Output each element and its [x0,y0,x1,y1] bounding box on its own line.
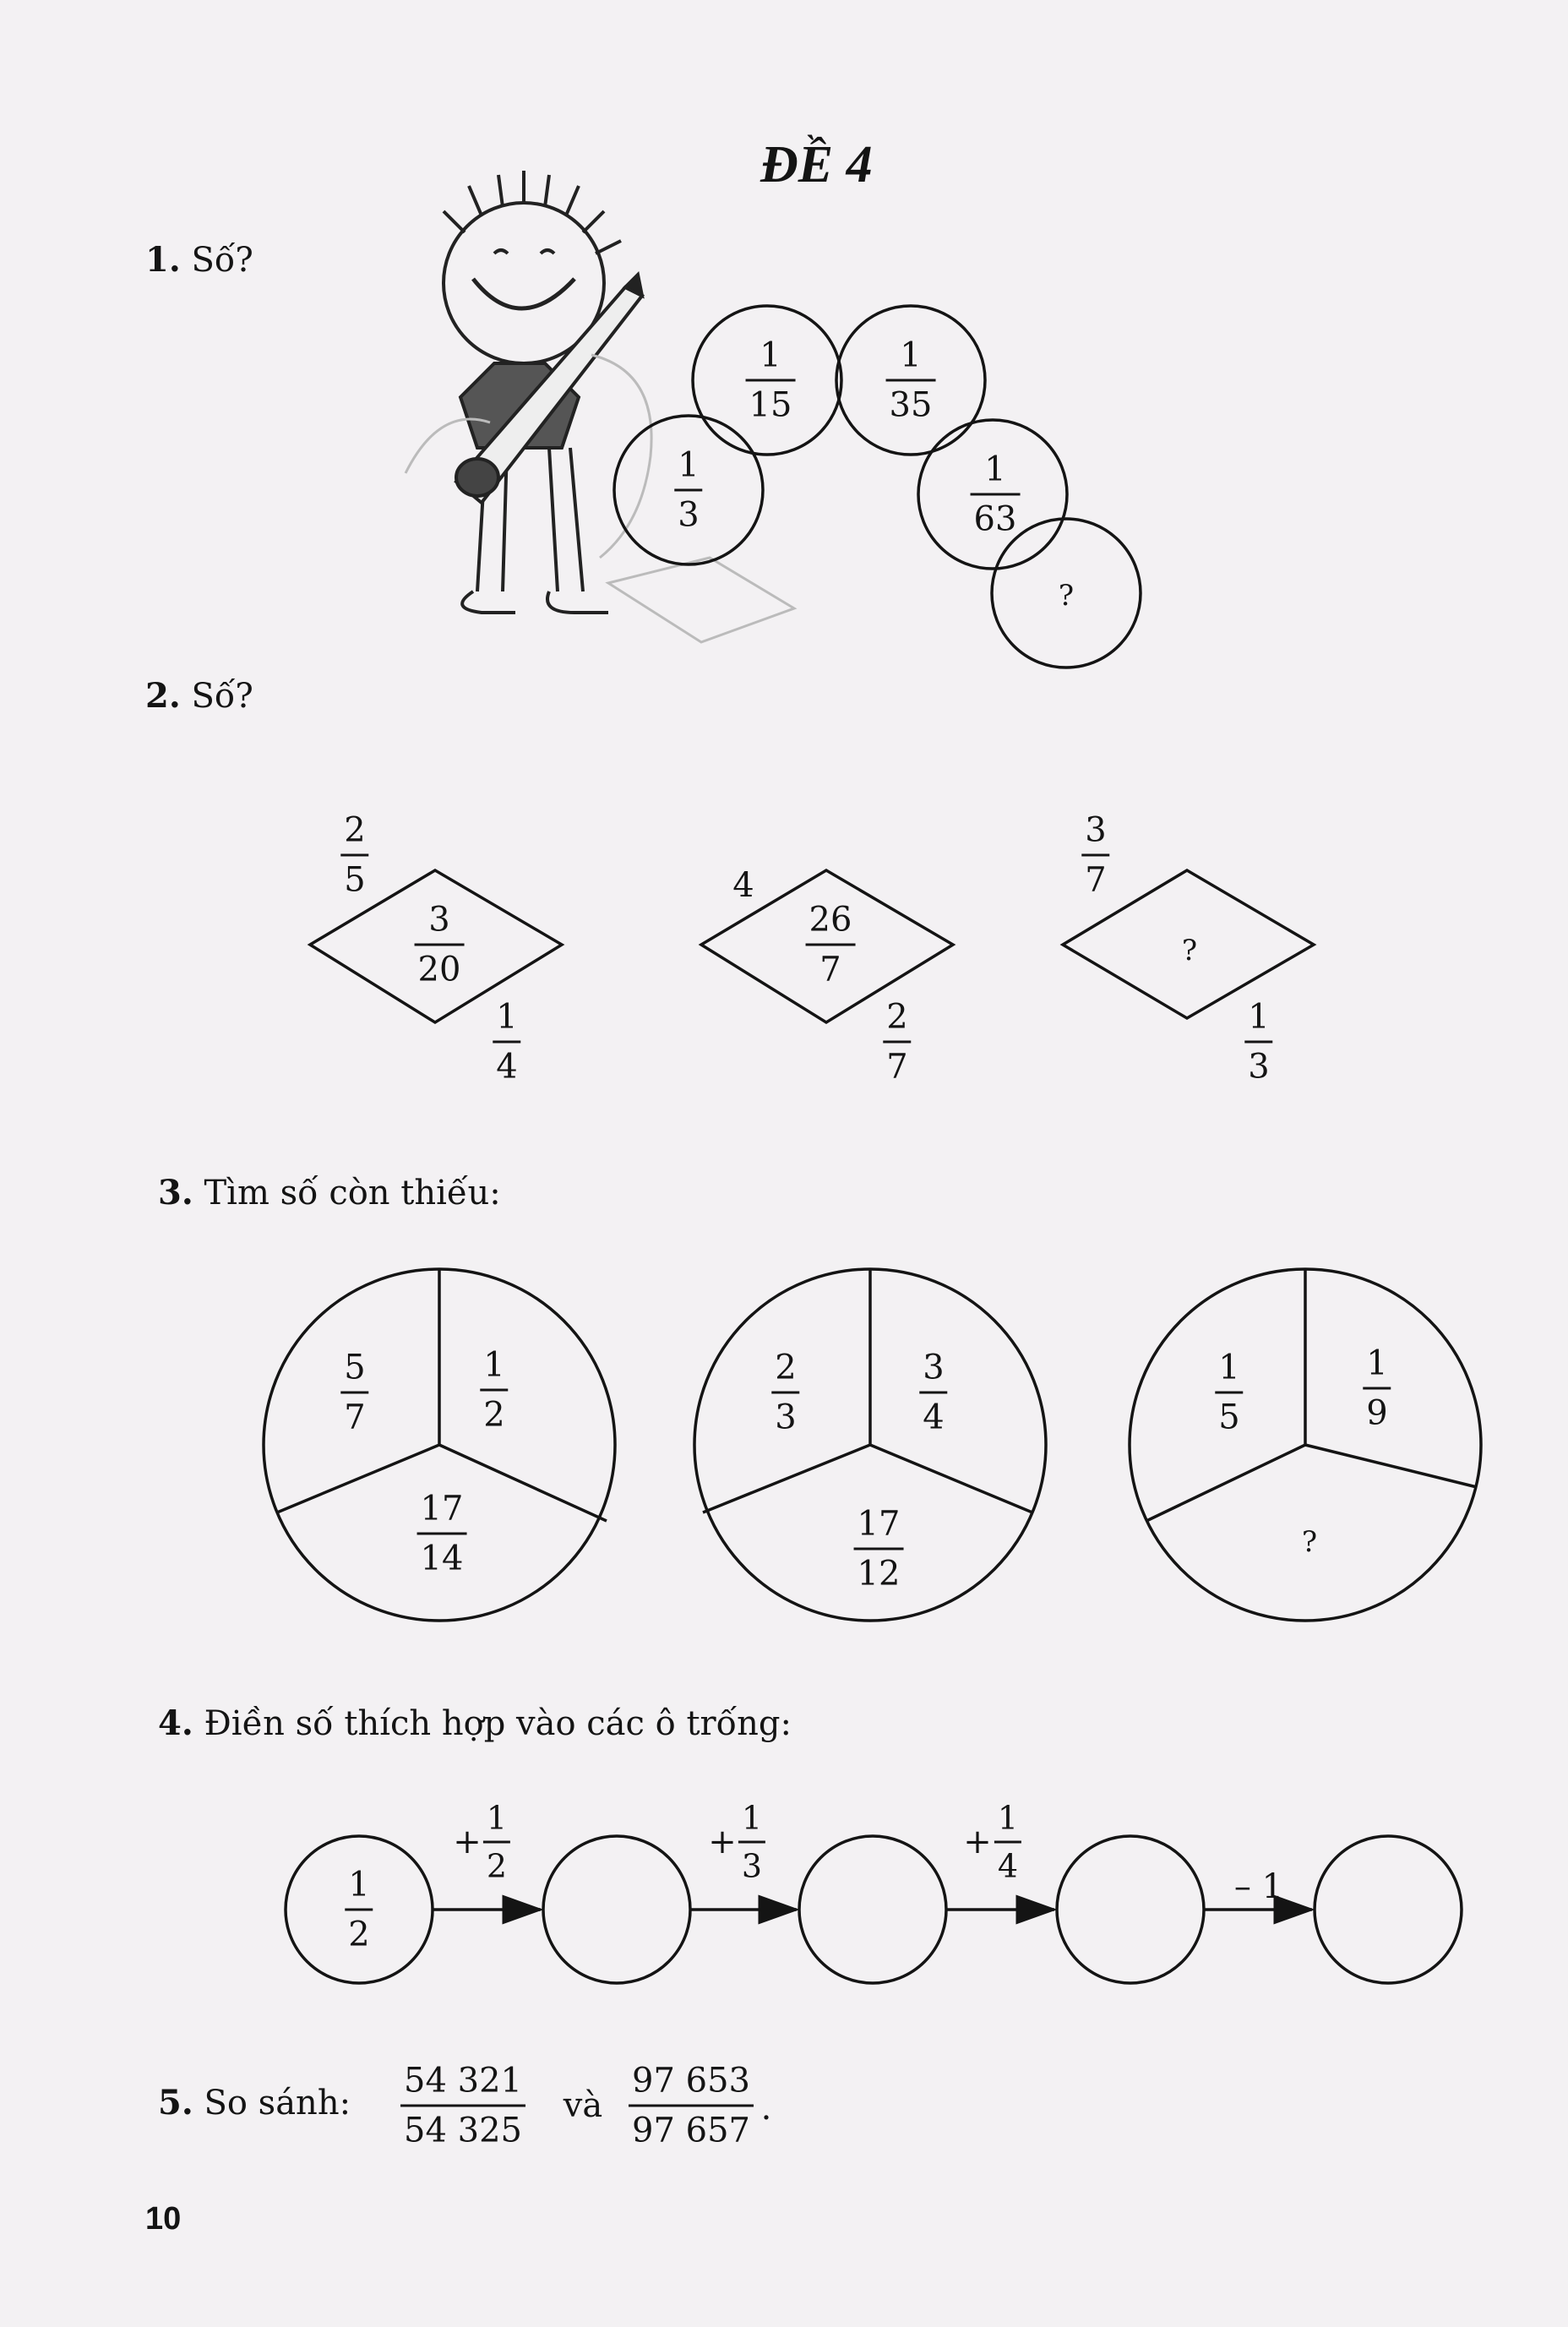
q3-c2-right-den: 4 [923,1398,945,1437]
q5-heading [158,2083,351,2123]
q3-c1-left-num: 5 [344,1348,366,1387]
q4-start-den: 2 [348,1915,370,1954]
q3-c3-left-den: 5 [1218,1398,1240,1437]
q2-fig2-bottom-den: 7 [886,1047,908,1087]
q3-c3-right-num: 1 [1366,1343,1388,1383]
q2-number: 2. [145,676,181,716]
q1-fraction-4-num: 1 [984,450,1006,489]
q3-c3-right-den: 9 [1366,1393,1388,1433]
q1-number: 1. [145,240,181,280]
q3-prompt: Tìm số còn thiếu: [204,1174,501,1213]
q1-fraction-2-num: 1 [760,335,781,375]
q5-b-num: 97 653 [632,2061,750,2101]
q2-fig2-center-den: 7 [819,950,841,989]
q4-circle-blank-1 [543,1836,690,1983]
q3-c3-left-num: 1 [1218,1348,1240,1387]
q5-fraction-b [632,2061,750,2150]
q3-c2-bottom-den: 12 [857,1554,901,1594]
q2-fig1-bottom-den: 4 [496,1047,518,1087]
q2-fig3-unknown: ? [1181,934,1198,967]
q3-c2-left-den: 3 [775,1398,797,1437]
q1-fraction-3-den: 35 [889,385,933,425]
q2-fig3-top-num: 3 [1085,810,1107,850]
q5-period: . [760,2089,772,2128]
q5-connector: và [563,2086,603,2125]
q4-op2-sign: + [708,1823,737,1861]
q3-c1-left-den: 7 [344,1398,366,1437]
q5-a-den: 54 325 [404,2111,522,2150]
q2-fig1-top-den: 5 [344,860,366,900]
page-number: 10 [145,2201,182,2237]
q1-fraction-1-den: 3 [678,495,700,535]
q2-fig1-bottom-num: 1 [496,997,518,1037]
q1-fraction-4-den: 63 [973,499,1017,539]
q5-a-num: 54 321 [404,2061,522,2101]
q4-op1-fraction [486,1799,508,1885]
q4-op3-num: 1 [997,1799,1019,1837]
q2-fig2-center-num: 26 [808,900,852,940]
q2-prompt: Số? [191,677,253,716]
q3-c1-right-den: 2 [483,1395,505,1435]
q4-op2-fraction [741,1799,763,1885]
q3-number: 3. [158,1173,193,1213]
q4-prompt: Điền số thích hợp vào các ô trống: [204,1704,792,1743]
q1-fraction-3-num: 1 [900,335,922,375]
q4-number: 4. [158,1703,193,1743]
q4-op3-fraction [997,1799,1019,1885]
q4-circle-blank-3 [1057,1836,1204,1983]
q4-op1-num: 1 [486,1799,508,1837]
q4-op1-sign: + [453,1823,482,1861]
q1-fraction-2-den: 15 [749,385,792,425]
q4-circle-blank-4 [1315,1836,1462,1983]
q2-fig3-bottom-num: 1 [1248,997,1270,1037]
q5-b-den: 97 657 [632,2111,750,2150]
q3-c2-left-num: 2 [775,1348,797,1387]
q4-start-num: 1 [348,1865,370,1905]
q2-fig1-center-den: 20 [417,950,461,989]
q4-start-fraction [348,1865,370,1954]
q3-c3-unknown: ? [1301,1525,1318,1559]
q2-fig3-top-den: 7 [1085,860,1107,900]
q3-c1-bottom-den: 14 [420,1539,464,1578]
q4-op4-label: – 1 [1233,1867,1284,1906]
page-title: ĐỀ 4 [760,136,873,193]
q1-prompt: Số? [191,241,253,280]
q4-circle-blank-2 [799,1836,946,1983]
q3-c2-bottom-num: 17 [857,1504,901,1544]
q5-prompt: So sánh: [204,2084,351,2123]
q4-op3-sign: + [963,1823,992,1861]
q3-c1-bottom-num: 17 [420,1489,464,1529]
q3-c1-right-num: 1 [483,1345,505,1385]
q2-fig2-top: 4 [732,866,754,905]
q4-op2-num: 1 [741,1799,763,1837]
q1-fraction-1-num: 1 [678,445,700,485]
q1-unknown: ? [1058,579,1075,613]
q2-fig1-center-num: 3 [428,900,450,940]
q5-number: 5. [158,2083,193,2123]
q4-op2-den: 3 [741,1847,763,1885]
q2-fig1-top-num: 2 [344,810,366,850]
q2-fig2-bottom-num: 2 [886,997,908,1037]
q5-fraction-a [404,2061,522,2150]
q3-c2-right-num: 3 [923,1348,945,1387]
q2-fig3-bottom-den: 3 [1248,1047,1270,1087]
q4-op3-den: 4 [997,1847,1019,1885]
q4-op1-den: 2 [486,1847,508,1885]
